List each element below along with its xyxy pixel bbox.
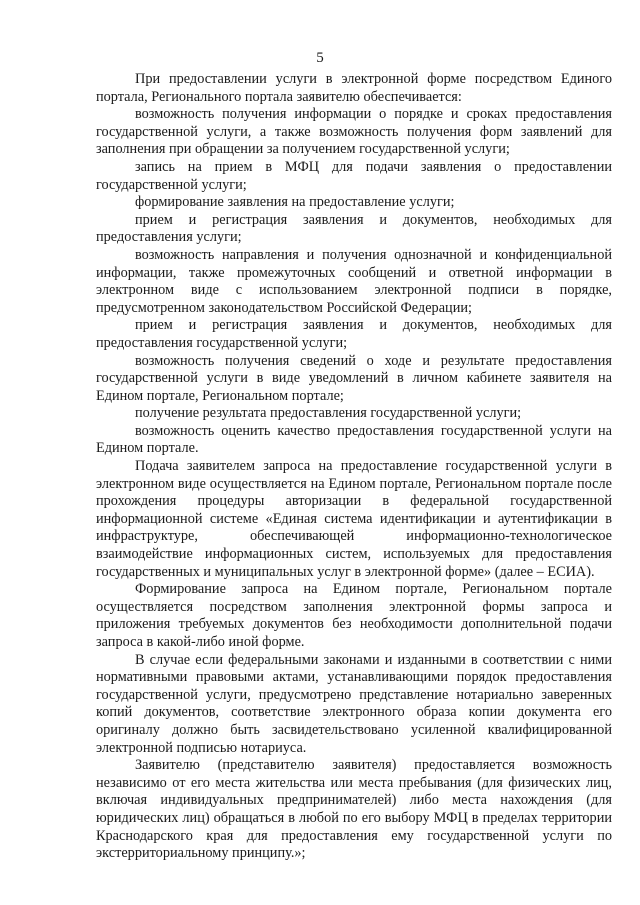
paragraph: При предоставлении услуги в электронной форме посредством Единого портала, Регионального портала заявителю обеспечивается:	[96, 71, 612, 105]
page-number: 5	[316, 50, 324, 66]
paragraph: Подача заявителем запроса на предоставление государственной услуги в электронном виде осуществляется на Едином портале, Региональном портале после прохождения процедуры авторизации в федеральной государственной информационной системе «Единая система идентификации и аутентификации в инфраструктуре, обеспечивающей информационно-технологическое взаимодействие информационных систем, используемых для предоставления государственных и муниципальных услуг в электронной форме» (далее – ЕСИА).	[96, 458, 612, 580]
paragraph: получение результата предоставления государственной услуги;	[135, 405, 522, 422]
paragraph: Формирование запроса на Едином портале, Региональном портале осуществляется посредством заполнения электронной формы запроса и приложения требуемых документов без необходимости дополнительной подачи запроса в какой-либо иной форме.	[96, 581, 612, 650]
paragraph: В случае если федеральными законами и изданными в соответствии с ними нормативными правовыми актами, устанавливающими порядок предоставления государственной услуги, предусмотрено представление нотариально заверенных копий документов, соответствие электронного образа копии документа его оригиналу должно быть засвидетельствовано усиленной квалифицированной электронной подписью нотариуса.	[96, 651, 612, 756]
paragraph: возможность получения сведений о ходе и результате предоставления государственной услуги в виде уведомлений в личном кабинете заявителя на Едином портале, Региональном портале;	[96, 352, 612, 404]
paragraph: возможность направления и получения однозначной и конфиденциальной информации, также промежуточных сообщений и ответной информации в электронном виде с использованием электронной подписи в порядке, предусмотренном законодательством Российской Федерации;	[96, 246, 612, 316]
paragraph: формирование заявления на предоставление услуги;	[135, 194, 455, 211]
paragraph: прием и регистрация заявления и документов, необходимых для предоставления государственной услуги;	[96, 317, 612, 351]
document-body	[96, 71, 612, 863]
paragraph: возможность оценить качество предоставления государственной услуги на Едином портале.	[96, 422, 612, 457]
paragraph: запись на прием в МФЦ для подачи заявления о предоставлении государственной услуги;	[96, 158, 612, 193]
paragraph: возможность получения информации о порядке и сроках предоставления государственной услуги, а также возможность получения форм заявлений для заполнения при обращении за получением государственной услуги;	[96, 106, 612, 158]
paragraph: Заявителю (представителю заявителя) предоставляется возможность независимо от его места жительства или места пребывания (для физических лиц, включая индивидуальных предпринимателей) либо места нахождения (для юридических лиц) обращаться в любой по его выбору МФЦ в пределах территории Краснодарского края для предоставления ему государственной услуги по экстерриториальному принципу.»;	[96, 757, 612, 862]
paragraph: прием и регистрация заявления и документов, необходимых для предоставления услуги;	[96, 211, 612, 246]
